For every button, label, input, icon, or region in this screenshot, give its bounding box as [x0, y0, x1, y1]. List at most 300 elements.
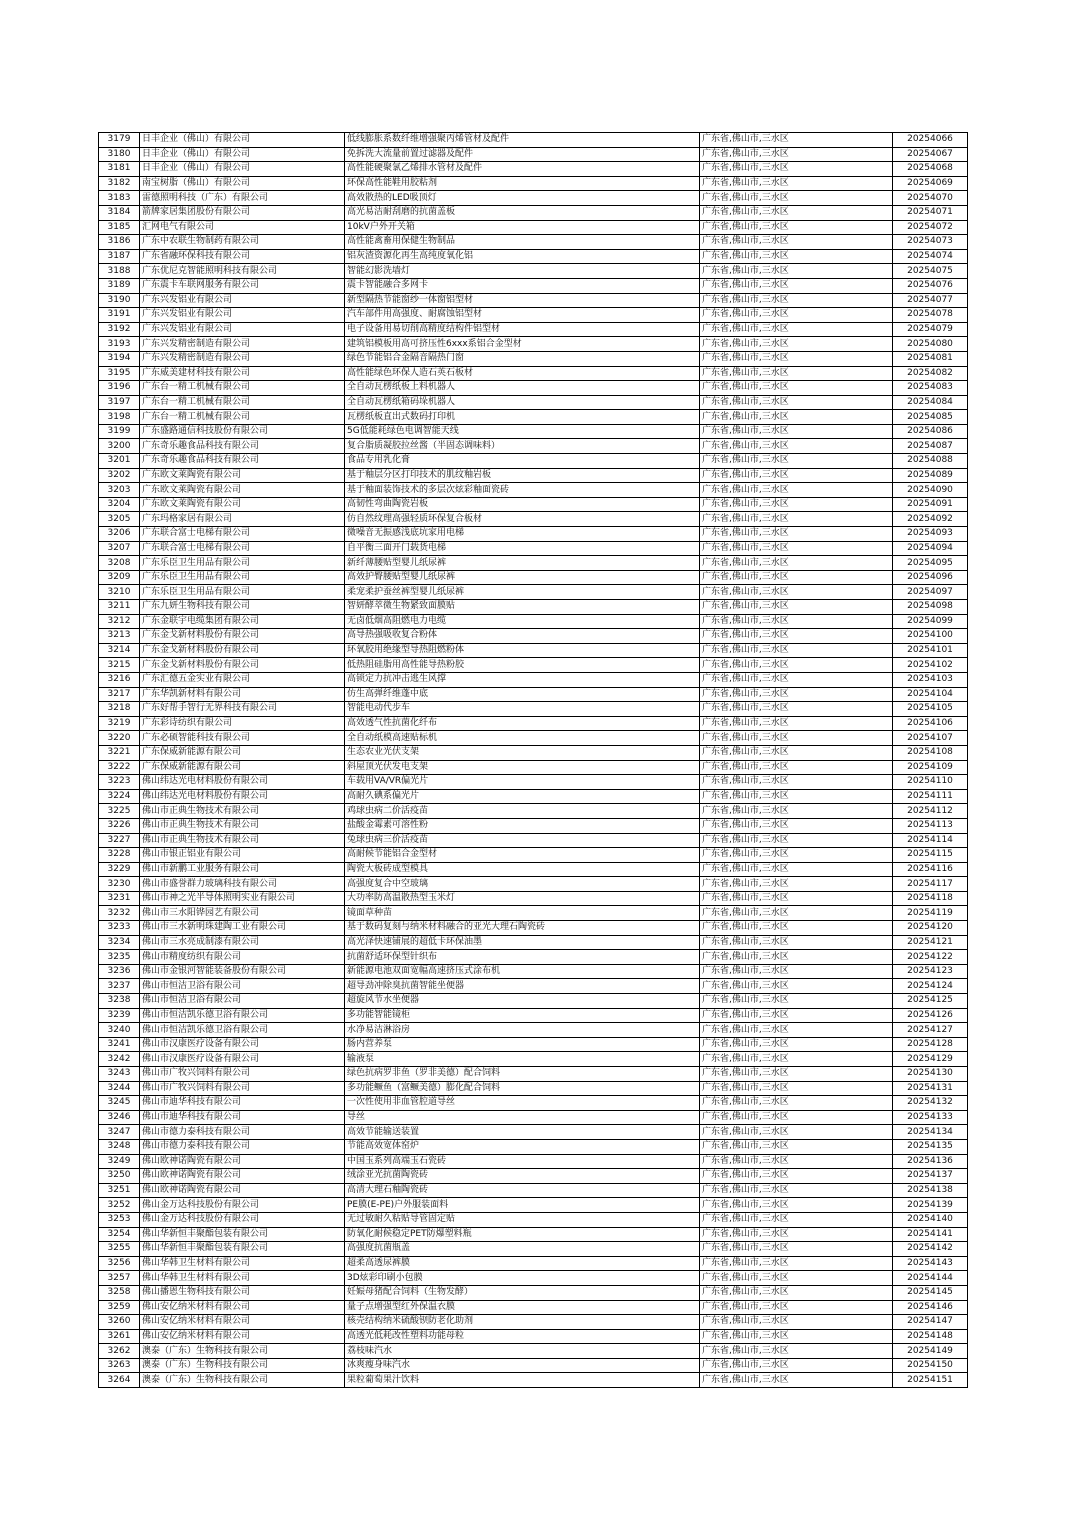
row-number: 3219: [99, 716, 140, 731]
row-number: 3263: [99, 1358, 140, 1373]
region: 广东省,佛山市,三水区: [700, 1227, 893, 1242]
table-row: [99, 629, 968, 644]
region: 广东省,佛山市,三水区: [700, 1096, 893, 1111]
table-row: [99, 921, 968, 936]
table-row: [99, 439, 968, 454]
company-name: 澳泰（广东）生物科技有限公司: [140, 1373, 345, 1388]
region: 广东省,佛山市,三水区: [700, 308, 893, 323]
product-name: 高透光低耗改性塑料功能母粒: [345, 1329, 700, 1344]
region: 广东省,佛山市,三水区: [700, 1358, 893, 1373]
table-row: [99, 775, 968, 790]
product-name: 环氧胶用绝缘型导热阻燃粉体: [345, 643, 700, 658]
row-number: 3241: [99, 1037, 140, 1052]
certificate-code: 20254102: [893, 658, 968, 673]
table-row: [99, 293, 968, 308]
product-name: 核壳结构纳米硫酸钡防老化助剂: [345, 1315, 700, 1330]
company-name: 南宝树脂（佛山）有限公司: [140, 176, 345, 191]
region: 广东省,佛山市,三水区: [700, 351, 893, 366]
certificate-code: 20254084: [893, 395, 968, 410]
product-name: 新纤薄腰贴型婴儿纸尿裤: [345, 556, 700, 571]
product-name: 基于釉面装饰技术的多层次炫彩釉面瓷砖: [345, 483, 700, 498]
certificate-code: 20254110: [893, 775, 968, 790]
table-row: [99, 133, 968, 148]
row-number: 3220: [99, 731, 140, 746]
row-number: 3209: [99, 570, 140, 585]
company-name: 广东乐臣卫生用品有限公司: [140, 570, 345, 585]
certificate-code: 20254099: [893, 614, 968, 629]
company-name: 佛山金万达科技股份有限公司: [140, 1212, 345, 1227]
product-name: 全自动纸模高速贴标机: [345, 731, 700, 746]
certificate-code: 20254067: [893, 147, 968, 162]
company-name: 广东优尼克智能照明科技有限公司: [140, 264, 345, 279]
region: 广东省,佛山市,三水区: [700, 337, 893, 352]
region: 广东省,佛山市,三水区: [700, 1139, 893, 1154]
row-number: 3230: [99, 877, 140, 892]
product-name: 高韧性弯曲陶瓷岩板: [345, 497, 700, 512]
product-name: 低线膨胀系数纤维增强聚丙烯管材及配件: [345, 133, 700, 148]
row-number: 3250: [99, 1169, 140, 1184]
region: 广东省,佛山市,三水区: [700, 556, 893, 571]
table-row: [99, 162, 968, 177]
company-name: 广东乐臣卫生用品有限公司: [140, 556, 345, 571]
company-name: 佛山安亿纳米材料有限公司: [140, 1300, 345, 1315]
certificate-code: 20254122: [893, 950, 968, 965]
region: 广东省,佛山市,三水区: [700, 1212, 893, 1227]
certificate-code: 20254117: [893, 877, 968, 892]
product-name: 高性能绿色环保人造石英石板材: [345, 366, 700, 381]
region: 广东省,佛山市,三水区: [700, 1183, 893, 1198]
product-name: 盐酸金霉素可溶性粉: [345, 818, 700, 833]
company-name: 日丰企业（佛山）有限公司: [140, 162, 345, 177]
region: 广东省,佛山市,三水区: [700, 804, 893, 819]
table-row: [99, 1198, 968, 1213]
certificate-code: 20254092: [893, 512, 968, 527]
certificate-code: 20254126: [893, 1008, 968, 1023]
row-number: 3193: [99, 337, 140, 352]
product-name: 节能高效宽体窑炉: [345, 1139, 700, 1154]
region: 广东省,佛山市,三水区: [700, 220, 893, 235]
row-number: 3231: [99, 891, 140, 906]
table-row: [99, 862, 968, 877]
table-row: [99, 410, 968, 425]
company-name: 广东玛格家居有限公司: [140, 512, 345, 527]
product-name: 兔球虫病三价活疫苗: [345, 833, 700, 848]
row-number: 3205: [99, 512, 140, 527]
table-row: [99, 891, 968, 906]
product-name: 绿色抗病罗非鱼（罗非美德）配合饲料: [345, 1067, 700, 1082]
company-name: 佛山市恒洁凯乐德卫浴有限公司: [140, 1008, 345, 1023]
table-row: [99, 1373, 968, 1388]
product-name: 多功能鳜鱼（富鳜美德）膨化配合饲料: [345, 1081, 700, 1096]
table-row: [99, 1081, 968, 1096]
table-row: [99, 308, 968, 323]
table-row: [99, 745, 968, 760]
company-name: 广东中农联生物制药有限公司: [140, 235, 345, 250]
region: 广东省,佛山市,三水区: [700, 162, 893, 177]
company-name: 广东九妍生物科技有限公司: [140, 600, 345, 615]
row-number: 3235: [99, 950, 140, 965]
company-name: 广东欧文莱陶瓷有限公司: [140, 497, 345, 512]
table-row: [99, 760, 968, 775]
company-name: 佛山安亿纳米材料有限公司: [140, 1329, 345, 1344]
certificate-code: 20254143: [893, 1256, 968, 1271]
company-name: 佛山市广牧兴饲料有限公司: [140, 1067, 345, 1082]
region: 广东省,佛山市,三水区: [700, 1329, 893, 1344]
product-name: 无卤低烟高阻燃电力电缆: [345, 614, 700, 629]
region: 广东省,佛山市,三水区: [700, 1344, 893, 1359]
certificate-code: 20254131: [893, 1081, 968, 1096]
certificate-code: 20254151: [893, 1373, 968, 1388]
table-row: [99, 1358, 968, 1373]
certificate-code: 20254113: [893, 818, 968, 833]
certificate-code: 20254076: [893, 278, 968, 293]
product-name: 10kV户外开关箱: [345, 220, 700, 235]
product-name: 中国玉系列高端玉石瓷砖: [345, 1154, 700, 1169]
row-number: 3182: [99, 176, 140, 191]
row-number: 3245: [99, 1096, 140, 1111]
product-name: 一次性使用非血管腔道导丝: [345, 1096, 700, 1111]
region: 广东省,佛山市,三水区: [700, 614, 893, 629]
region: 广东省,佛山市,三水区: [700, 877, 893, 892]
row-number: 3237: [99, 979, 140, 994]
certificate-code: 20254095: [893, 556, 968, 571]
company-name: 佛山市汉康医疗设备有限公司: [140, 1037, 345, 1052]
row-number: 3186: [99, 235, 140, 250]
row-number: 3262: [99, 1344, 140, 1359]
row-number: 3198: [99, 410, 140, 425]
table-row: [99, 877, 968, 892]
table-row: [99, 351, 968, 366]
company-name: 澳泰（广东）生物科技有限公司: [140, 1358, 345, 1373]
table-row: [99, 322, 968, 337]
company-name: 佛山市正典生物技术有限公司: [140, 804, 345, 819]
row-number: 3229: [99, 862, 140, 877]
certificate-code: 20254082: [893, 366, 968, 381]
table-row: [99, 191, 968, 206]
table-row: [99, 585, 968, 600]
certificate-code: 20254087: [893, 439, 968, 454]
table-row: [99, 600, 968, 615]
certificate-code: 20254145: [893, 1285, 968, 1300]
company-name: 广东奇乐趣食品科技有限公司: [140, 439, 345, 454]
row-number: 3207: [99, 541, 140, 556]
row-number: 3194: [99, 351, 140, 366]
company-name: 广东台一精工机械有限公司: [140, 395, 345, 410]
region: 广东省,佛山市,三水区: [700, 147, 893, 162]
company-name: 佛山市德力泰科技有限公司: [140, 1139, 345, 1154]
product-name: 超柔高透尿裤膜: [345, 1256, 700, 1271]
region: 广东省,佛山市,三水区: [700, 570, 893, 585]
product-name: 高效散热的LED吸顶灯: [345, 191, 700, 206]
region: 广东省,佛山市,三水区: [700, 891, 893, 906]
product-name: 智能电动代步车: [345, 702, 700, 717]
region: 广东省,佛山市,三水区: [700, 994, 893, 1009]
certificate-code: 20254073: [893, 235, 968, 250]
product-name: 导丝: [345, 1110, 700, 1125]
table-row: [99, 381, 968, 396]
row-number: 3225: [99, 804, 140, 819]
company-name: 广东金联宇电缆集团有限公司: [140, 614, 345, 629]
table-row: [99, 1052, 968, 1067]
row-number: 3204: [99, 497, 140, 512]
row-number: 3228: [99, 848, 140, 863]
company-name: 广东乐臣卫生用品有限公司: [140, 585, 345, 600]
row-number: 3233: [99, 921, 140, 936]
table-row: [99, 1169, 968, 1184]
product-name: 3D炫彩印刷小包膜: [345, 1271, 700, 1286]
region: 广东省,佛山市,三水区: [700, 1154, 893, 1169]
row-number: 3197: [99, 395, 140, 410]
certificate-code: 20254090: [893, 483, 968, 498]
table-row: [99, 1037, 968, 1052]
company-name: 广东台一精工机械有限公司: [140, 381, 345, 396]
table-row: [99, 950, 968, 965]
certificate-code: 20254085: [893, 410, 968, 425]
company-name: 广东保威新能源有限公司: [140, 760, 345, 775]
region: 广东省,佛山市,三水区: [700, 862, 893, 877]
row-number: 3214: [99, 643, 140, 658]
product-name: 智妍酵萃微生物紧致面膜贴: [345, 600, 700, 615]
table-row: [99, 833, 968, 848]
product-name: 超旋风节水坐便器: [345, 994, 700, 1009]
row-number: 3208: [99, 556, 140, 571]
certificate-code: 20254114: [893, 833, 968, 848]
certificate-code: 20254097: [893, 585, 968, 600]
region: 广东省,佛山市,三水区: [700, 1052, 893, 1067]
product-name: 果粒葡萄果汁饮料: [345, 1373, 700, 1388]
certificate-code: 20254116: [893, 862, 968, 877]
product-name: 多功能智能镜柜: [345, 1008, 700, 1023]
row-number: 3242: [99, 1052, 140, 1067]
table-row: [99, 789, 968, 804]
region: 广东省,佛山市,三水区: [700, 366, 893, 381]
product-name: 高强度抗菌瓶盖: [345, 1242, 700, 1257]
company-name: 佛山市恒洁卫浴有限公司: [140, 994, 345, 1009]
table-row: [99, 1329, 968, 1344]
company-name: 广东奇乐趣食品科技有限公司: [140, 454, 345, 469]
company-name: 汇网电气有限公司: [140, 220, 345, 235]
row-number: 3261: [99, 1329, 140, 1344]
company-name: 广东金戈新材料股份有限公司: [140, 643, 345, 658]
product-name: 建筑铝模板用高可挤压性6xxx系铝合金型材: [345, 337, 700, 352]
certificate-code: 20254115: [893, 848, 968, 863]
table-row: [99, 1125, 968, 1140]
product-name: 防氧化耐候稳定PET防爆塑料瓶: [345, 1227, 700, 1242]
table-row: [99, 235, 968, 250]
product-name: 震卡智能融合多网卡: [345, 278, 700, 293]
product-name: 瓦楞纸板直出式数码打印机: [345, 410, 700, 425]
row-number: 3244: [99, 1081, 140, 1096]
region: 广东省,佛山市,三水区: [700, 979, 893, 994]
row-number: 3256: [99, 1256, 140, 1271]
certificate-code: 20254101: [893, 643, 968, 658]
product-name: 高性能硬聚氯乙烯排水管材及配件: [345, 162, 700, 177]
certificate-code: 20254142: [893, 1242, 968, 1257]
certificate-code: 20254105: [893, 702, 968, 717]
table-row: [99, 395, 968, 410]
product-name: 汽车部件用高强度、耐腐蚀铝型材: [345, 308, 700, 323]
row-number: 3218: [99, 702, 140, 717]
table-row: [99, 527, 968, 542]
row-number: 3248: [99, 1139, 140, 1154]
product-name: 肠内营养泵: [345, 1037, 700, 1052]
row-number: 3215: [99, 658, 140, 673]
region: 广东省,佛山市,三水区: [700, 395, 893, 410]
row-number: 3249: [99, 1154, 140, 1169]
company-name: 广东金戈新材料股份有限公司: [140, 629, 345, 644]
product-name: 低热阻硅脂用高性能导热粉胶: [345, 658, 700, 673]
certificate-code: 20254136: [893, 1154, 968, 1169]
product-name: 复合脂质凝胶拉丝酱（半固态调味料）: [345, 439, 700, 454]
certificate-code: 20254124: [893, 979, 968, 994]
row-number: 3180: [99, 147, 140, 162]
table-row: [99, 220, 968, 235]
region: 广东省,佛山市,三水区: [700, 1110, 893, 1125]
table-row: [99, 658, 968, 673]
company-name: 广东欧文莱陶瓷有限公司: [140, 483, 345, 498]
table-row: [99, 570, 968, 585]
certificate-code: 20254150: [893, 1358, 968, 1373]
company-name: 佛山市三水亮成制漆有限公司: [140, 935, 345, 950]
row-number: 3252: [99, 1198, 140, 1213]
region: 广东省,佛山市,三水区: [700, 643, 893, 658]
certificate-code: 20254089: [893, 468, 968, 483]
region: 广东省,佛山市,三水区: [700, 921, 893, 936]
table-row: [99, 497, 968, 512]
region: 广东省,佛山市,三水区: [700, 1125, 893, 1140]
certificate-code: 20254149: [893, 1344, 968, 1359]
region: 广东省,佛山市,三水区: [700, 760, 893, 775]
company-name: 佛山市正典生物技术有限公司: [140, 833, 345, 848]
certificate-code: 20254127: [893, 1023, 968, 1038]
product-name: 高效护臀腰贴型婴儿纸尿裤: [345, 570, 700, 585]
row-number: 3213: [99, 629, 140, 644]
company-name: 箭牌家居集团股份有限公司: [140, 205, 345, 220]
region: 广东省,佛山市,三水区: [700, 1256, 893, 1271]
table-row: [99, 1096, 968, 1111]
row-number: 3201: [99, 454, 140, 469]
table-row: [99, 366, 968, 381]
company-name: 广东欧文莱陶瓷有限公司: [140, 468, 345, 483]
product-name: 量子点增强型红外保温衣膜: [345, 1300, 700, 1315]
region: 广东省,佛山市,三水区: [700, 745, 893, 760]
company-name: 雷德照明科技（广东）有限公司: [140, 191, 345, 206]
company-name: 广东保威新能源有限公司: [140, 745, 345, 760]
product-name: 水净易洁淋浴房: [345, 1023, 700, 1038]
table-row: [99, 1300, 968, 1315]
table-row: [99, 1008, 968, 1023]
company-name: 佛山市广牧兴饲料有限公司: [140, 1081, 345, 1096]
table-row: [99, 935, 968, 950]
row-number: 3179: [99, 133, 140, 148]
region: 广东省,佛山市,三水区: [700, 439, 893, 454]
region: 广东省,佛山市,三水区: [700, 716, 893, 731]
region: 广东省,佛山市,三水区: [700, 1300, 893, 1315]
certificate-code: 20254077: [893, 293, 968, 308]
table-row: [99, 1154, 968, 1169]
row-number: 3185: [99, 220, 140, 235]
company-name: 佛山市三水阳铧园艺有限公司: [140, 906, 345, 921]
company-name: 日丰企业（佛山）有限公司: [140, 133, 345, 148]
table-row: [99, 1227, 968, 1242]
row-number: 3203: [99, 483, 140, 498]
company-name: 佛山安亿纳米材料有限公司: [140, 1315, 345, 1330]
certificate-code: 20254074: [893, 249, 968, 264]
company-name: 佛山欧神诺陶瓷有限公司: [140, 1183, 345, 1198]
product-name: 生态农业光伏支架: [345, 745, 700, 760]
table-row: [99, 1212, 968, 1227]
table-row: [99, 468, 968, 483]
product-name: 鸡球虫病二价活疫苗: [345, 804, 700, 819]
certificate-code: 20254148: [893, 1329, 968, 1344]
product-name: 高耐候节能铝合金型材: [345, 848, 700, 863]
certificate-code: 20254091: [893, 497, 968, 512]
region: 广东省,佛山市,三水区: [700, 205, 893, 220]
region: 广东省,佛山市,三水区: [700, 1008, 893, 1023]
product-name: 绒涂亚光抗菌陶瓷砖: [345, 1169, 700, 1184]
company-name: 广东汇德五金实业有限公司: [140, 672, 345, 687]
certificate-code: 20254132: [893, 1096, 968, 1111]
region: 广东省,佛山市,三水区: [700, 249, 893, 264]
row-number: 3246: [99, 1110, 140, 1125]
company-name: 佛山市汉康医疗设备有限公司: [140, 1052, 345, 1067]
product-name: 电子设备用易切削高精度结构件铝型材: [345, 322, 700, 337]
product-name: 高强度复合中空玻璃: [345, 877, 700, 892]
row-number: 3210: [99, 585, 140, 600]
certificate-code: 20254068: [893, 162, 968, 177]
row-number: 3195: [99, 366, 140, 381]
region: 广东省,佛山市,三水区: [700, 322, 893, 337]
certificate-code: 20254106: [893, 716, 968, 731]
region: 广东省,佛山市,三水区: [700, 541, 893, 556]
region: 广东省,佛山市,三水区: [700, 964, 893, 979]
row-number: 3188: [99, 264, 140, 279]
product-name: 高锁定力抗冲击逃生风撑: [345, 672, 700, 687]
certificate-code: 20254137: [893, 1169, 968, 1184]
table-row: [99, 716, 968, 731]
region: 广东省,佛山市,三水区: [700, 381, 893, 396]
region: 广东省,佛山市,三水区: [700, 410, 893, 425]
row-number: 3221: [99, 745, 140, 760]
certificate-code: 20254070: [893, 191, 968, 206]
table-row: [99, 643, 968, 658]
product-name: 铝灰渣资源化再生高纯度氧化铝: [345, 249, 700, 264]
region: 广东省,佛山市,三水区: [700, 1198, 893, 1213]
row-number: 3260: [99, 1315, 140, 1330]
region: 广东省,佛山市,三水区: [700, 176, 893, 191]
region: 广东省,佛山市,三水区: [700, 1285, 893, 1300]
table-row: [99, 702, 968, 717]
product-name: 大功率防高温散热型玉米灯: [345, 891, 700, 906]
company-name: 佛山市精度纺织有限公司: [140, 950, 345, 965]
region: 广东省,佛山市,三水区: [700, 454, 893, 469]
company-name: 佛山市恒洁凯乐德卫浴有限公司: [140, 1023, 345, 1038]
product-name: 微噪音无振感浅底坑家用电梯: [345, 527, 700, 542]
row-number: 3187: [99, 249, 140, 264]
certificate-code: 20254140: [893, 1212, 968, 1227]
company-name: 佛山市金银河智能装备股份有限公司: [140, 964, 345, 979]
certificate-code: 20254109: [893, 760, 968, 775]
row-number: 3184: [99, 205, 140, 220]
product-name: 全自动瓦楞纸箱码垛机器人: [345, 395, 700, 410]
row-number: 3196: [99, 381, 140, 396]
company-name: 佛山播恩生物科技有限公司: [140, 1285, 345, 1300]
company-name: 广东好帮手智行无界科技有限公司: [140, 702, 345, 717]
product-name: 免拆洗大流量前置过滤器及配件: [345, 147, 700, 162]
certificate-code: 20254086: [893, 424, 968, 439]
company-name: 广东台一精工机械有限公司: [140, 410, 345, 425]
region: 广东省,佛山市,三水区: [700, 585, 893, 600]
